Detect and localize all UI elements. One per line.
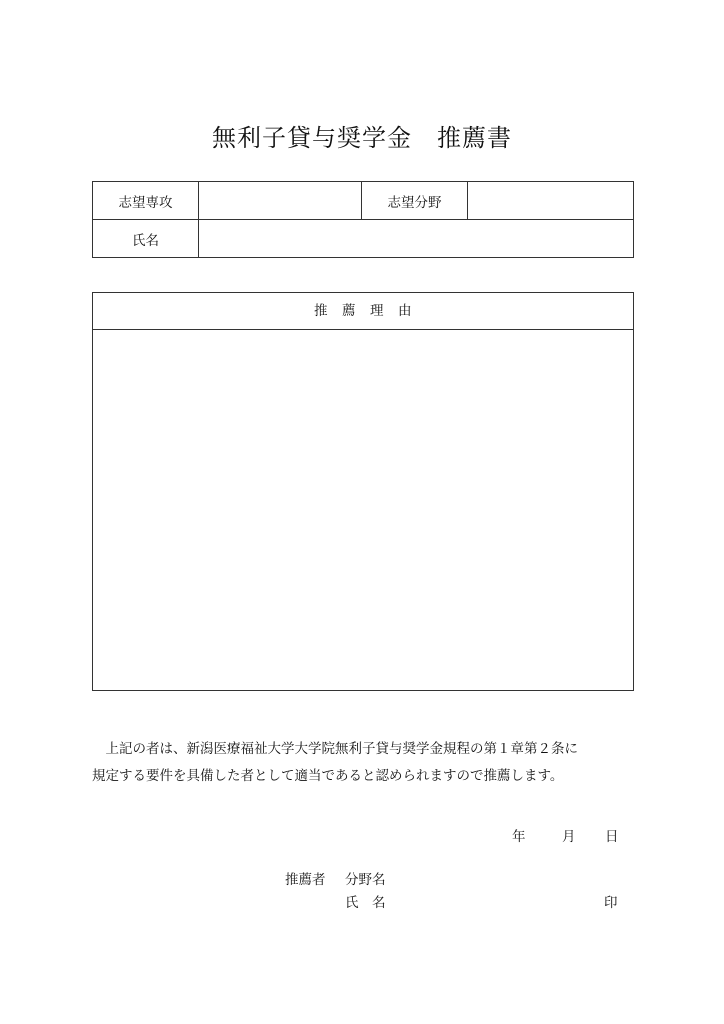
recommender-field-label: 分野名 (345, 872, 386, 888)
field-label: 志望分野 (362, 182, 468, 220)
major-value-cell[interactable] (199, 182, 362, 220)
document-title: 無利子貸与奨学金 推薦書 (212, 124, 512, 152)
applicant-info-table (92, 181, 634, 258)
recommendation-statement (92, 736, 652, 790)
date-month: 月 (562, 829, 576, 845)
name-row (93, 220, 634, 258)
reason-heading: 推 薦 理 由 (93, 293, 633, 330)
reason-box (92, 292, 634, 691)
recommender-name-label: 氏 名 (345, 895, 386, 911)
name-value-cell[interactable] (199, 220, 634, 258)
statement-line-1: 上記の者は、新潟医療福祉大学大学院無利子貸与奨学金規程の第１章第２条に (92, 741, 578, 757)
date-year: 年 (512, 829, 526, 845)
seal-mark: 印 (604, 895, 618, 911)
statement-line-2: 規定する要件を具備した者として適当であると認められますので推薦します。 (92, 768, 564, 784)
name-label: 氏名 (93, 220, 199, 258)
recommender-label: 推薦者 (285, 872, 326, 888)
date-day: 日 (605, 829, 619, 845)
field-value-cell[interactable] (468, 182, 634, 220)
reason-body[interactable] (93, 330, 633, 690)
major-row (93, 182, 634, 220)
major-label: 志望専攻 (93, 182, 199, 220)
